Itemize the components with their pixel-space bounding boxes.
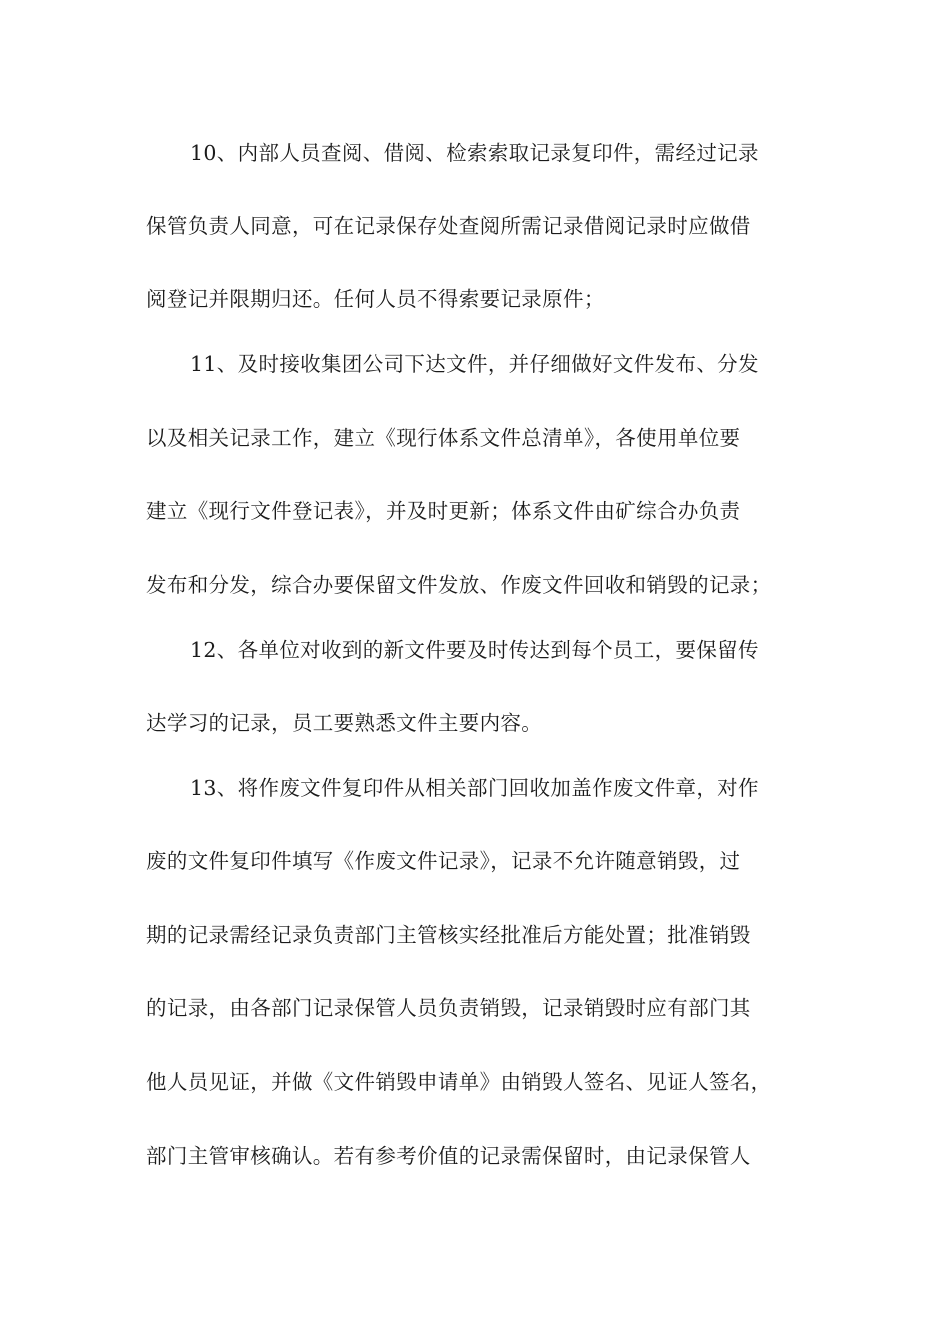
paragraph-11-line-4: 发布和分发，综合办要保留文件发放、作废文件回收和销毁的记录；	[146, 573, 772, 597]
paragraph-13-line-3: 期的记录需经记录负责部门主管核实经批准后方能处置；批准销毁	[146, 923, 751, 947]
paragraph-12-line-1: 12、各单位对收到的新文件要及时传达到每个员工，要保留传	[190, 638, 759, 662]
paragraph-10-line-2: 保管负责人同意，可在记录保存处查阅所需记录借阅记录时应做借	[146, 214, 751, 238]
paragraph-13-line-5: 他人员见证，并做《文件销毁申请单》由销毁人签名、见证人签名，	[146, 1070, 772, 1094]
paragraph-10-line-3: 阅登记并限期归还。任何人员不得索要记录原件；	[146, 287, 605, 311]
paragraph-10-line-1: 10、内部人员查阅、借阅、检索索取记录复印件，需经过记录	[190, 141, 759, 165]
paragraph-13-line-6: 部门主管审核确认。若有参考价值的记录需保留时，由记录保管人	[146, 1144, 751, 1168]
paragraph-11-line-1: 11、及时接收集团公司下达文件，并仔细做好文件发布、分发	[190, 352, 759, 376]
paragraph-11-line-2: 以及相关记录工作，建立《现行体系文件总清单》，各使用单位要	[146, 426, 741, 450]
paragraph-13-line-1: 13、将作废文件复印件从相关部门回收加盖作废文件章，对作	[190, 776, 759, 800]
paragraph-11-line-3: 建立《现行文件登记表》，并及时更新；体系文件由矿综合办负责	[146, 499, 741, 523]
paragraph-13-line-4: 的记录，由各部门记录保管人员负责销毁，记录销毁时应有部门其	[146, 996, 751, 1020]
paragraph-13-line-2: 废的文件复印件填写《作废文件记录》，记录不允许随意销毁，过	[146, 849, 741, 873]
paragraph-12-line-2: 达学习的记录，员工要熟悉文件主要内容。	[146, 711, 543, 735]
